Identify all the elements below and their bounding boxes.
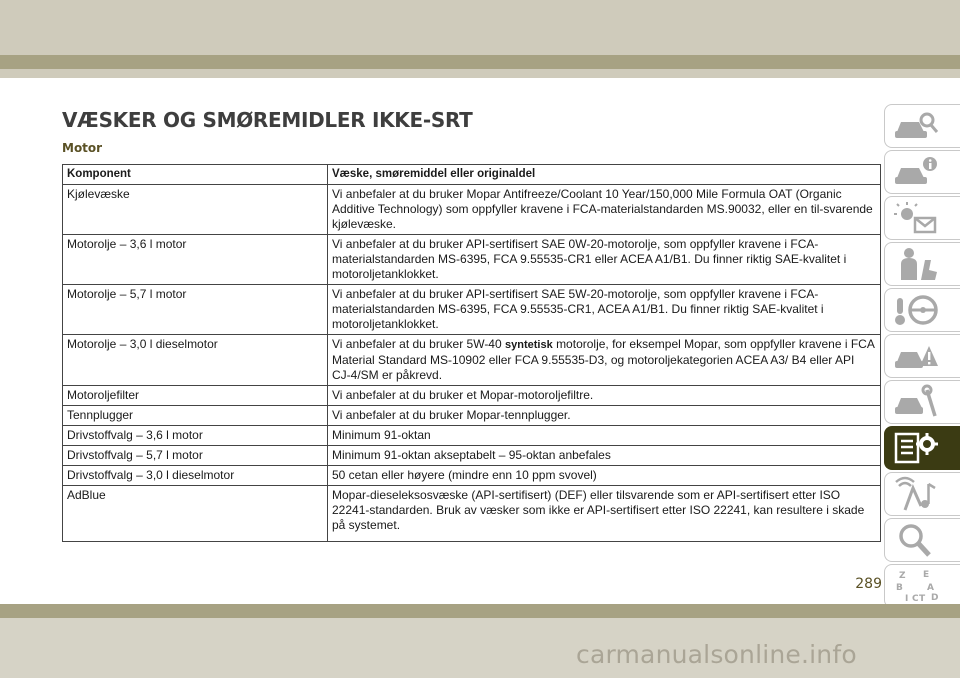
tab-car-wrench[interactable]	[884, 380, 960, 424]
page-title: VÆSKER OG SMØREMIDLER IKKE-SRT	[62, 108, 473, 132]
cell-spec: Minimum 91-oktan akseptabelt – 95-oktan anbefales	[328, 446, 881, 466]
seat-passenger-icon	[893, 246, 939, 282]
cell-component: Kjølevæske	[63, 185, 328, 235]
cell-spec: Vi anbefaler at du bruker API-sertifisert SAE 0W-20-motorolje, som oppfyller kravene i FCA-materialstandarden MS-6395, FCA 9.55535-CR1 eller ACEA A1/B1. Du finner riktig SAE-kvalitet i motoroljetanklokket.	[328, 235, 881, 285]
tab-warning-lights[interactable]	[884, 196, 960, 240]
tab-radio-music[interactable]	[884, 472, 960, 516]
car-info-icon	[893, 154, 939, 190]
table-row	[63, 185, 881, 235]
cell-spec: Minimum 91-oktan	[328, 426, 881, 446]
tab-search[interactable]	[884, 518, 960, 562]
header-component: Komponent	[63, 165, 328, 185]
cell-spec: Vi anbefaler at du bruker Mopar-tennplugger.	[328, 406, 881, 426]
table-row	[63, 466, 881, 486]
chapter-tabs	[884, 104, 960, 604]
cell-spec: Vi anbefaler at du bruker Mopar Antifreeze/Coolant 10 Year/150,000 Mile Formula OAT (Organic Additive Technology) som oppfyller kravene i FCA-materialstandarden MS.90032, eller en til-svarende kjølevæske.	[328, 185, 881, 235]
cell-spec: Mopar-dieseleksosvæske (API-sertifisert) (DEF) eller tilsvarende som er API-sertifisert etter ISO 22241-standarden. Bruk av væsker som ikke er API-sertifisert etter ISO 22241, kan resultere i skade på systemet.	[328, 486, 881, 542]
table-row	[63, 386, 881, 406]
cell-component: Drivstoffvalg – 5,7 l motor	[63, 446, 328, 466]
header-spec: Væske, smøremiddel eller originaldel	[328, 165, 881, 185]
table-row	[63, 446, 881, 466]
section-title: Motor	[62, 141, 103, 155]
cell-component: Motorolje – 3,0 l dieselmotor	[63, 335, 328, 386]
tab-steering[interactable]	[884, 288, 960, 332]
header-stripe	[0, 55, 960, 69]
specs-gear-icon	[893, 430, 939, 466]
index-letters-icon	[893, 568, 939, 604]
cell-component: Motorolje – 5,7 l motor	[63, 285, 328, 335]
car-wrench-icon	[893, 384, 939, 420]
table-row	[63, 335, 881, 386]
cell-component: Drivstoffvalg – 3,0 l dieselmotor	[63, 466, 328, 486]
page-number: 289	[855, 576, 882, 592]
cell-component: Motoroljefilter	[63, 386, 328, 406]
cell-component: AdBlue	[63, 486, 328, 542]
table-row	[63, 235, 881, 285]
fluids-table	[62, 164, 881, 542]
cell-spec	[328, 335, 881, 386]
spec-text-post: motorolje, for eksempel Mopar, som oppfyller kravene i FCA Material Standard MS-10902 eller FCA 9.55535-D3, og motoroljekategorien ACEA A3/ B4 eller API CJ-4/SM er påkrevd.	[332, 337, 875, 382]
index-letter: E	[923, 570, 930, 580]
cell-spec: 50 cetan eller høyere (mindre enn 10 ppm svovel)	[328, 466, 881, 486]
footer-stripe	[0, 604, 960, 618]
cell-spec: Vi anbefaler at du bruker et Mopar-motoroljefiltre.	[328, 386, 881, 406]
table-row	[63, 486, 881, 542]
table-row	[63, 285, 881, 335]
tab-car-warning[interactable]	[884, 334, 960, 378]
tab-specs[interactable]	[884, 426, 960, 470]
tab-car-info[interactable]	[884, 150, 960, 194]
index-letter: A	[927, 583, 934, 593]
index-letter: I	[905, 594, 909, 604]
tab-index[interactable]	[884, 564, 960, 608]
table-row	[63, 406, 881, 426]
cell-spec: Vi anbefaler at du bruker API-sertifisert SAE 5W-20-motorolje, som oppfyller kravene i FCA-materialstandarden MS-6395, FCA 9.55535-CR1, ACEA A1/B1. Du finner riktig SAE-kvalitet i motoroljetanklokket.	[328, 285, 881, 335]
table-header-row	[63, 165, 881, 185]
cell-component: Motorolje – 3,6 l motor	[63, 235, 328, 285]
car-search-icon	[893, 108, 939, 144]
tab-seats[interactable]	[884, 242, 960, 286]
spec-text-bold: syntetisk	[505, 339, 553, 351]
index-letter: Z	[899, 571, 906, 581]
warning-light-message-icon	[893, 200, 939, 236]
car-warning-icon	[893, 338, 939, 374]
cell-component: Tennplugger	[63, 406, 328, 426]
radio-music-icon	[893, 476, 939, 512]
index-letter: T	[919, 594, 926, 604]
index-letter: B	[896, 583, 903, 593]
spec-text-pre: Vi anbefaler at du bruker 5W-40	[332, 337, 502, 351]
magnifier-icon	[893, 522, 939, 558]
table-row	[63, 426, 881, 446]
watermark: carmanualsonline.info	[576, 640, 857, 669]
cell-component: Drivstoffvalg – 3,6 l motor	[63, 426, 328, 446]
index-letter: D	[931, 593, 939, 603]
index-letter: C	[912, 594, 919, 604]
steering-wheel-icon	[893, 292, 939, 328]
tab-car-search[interactable]	[884, 104, 960, 148]
